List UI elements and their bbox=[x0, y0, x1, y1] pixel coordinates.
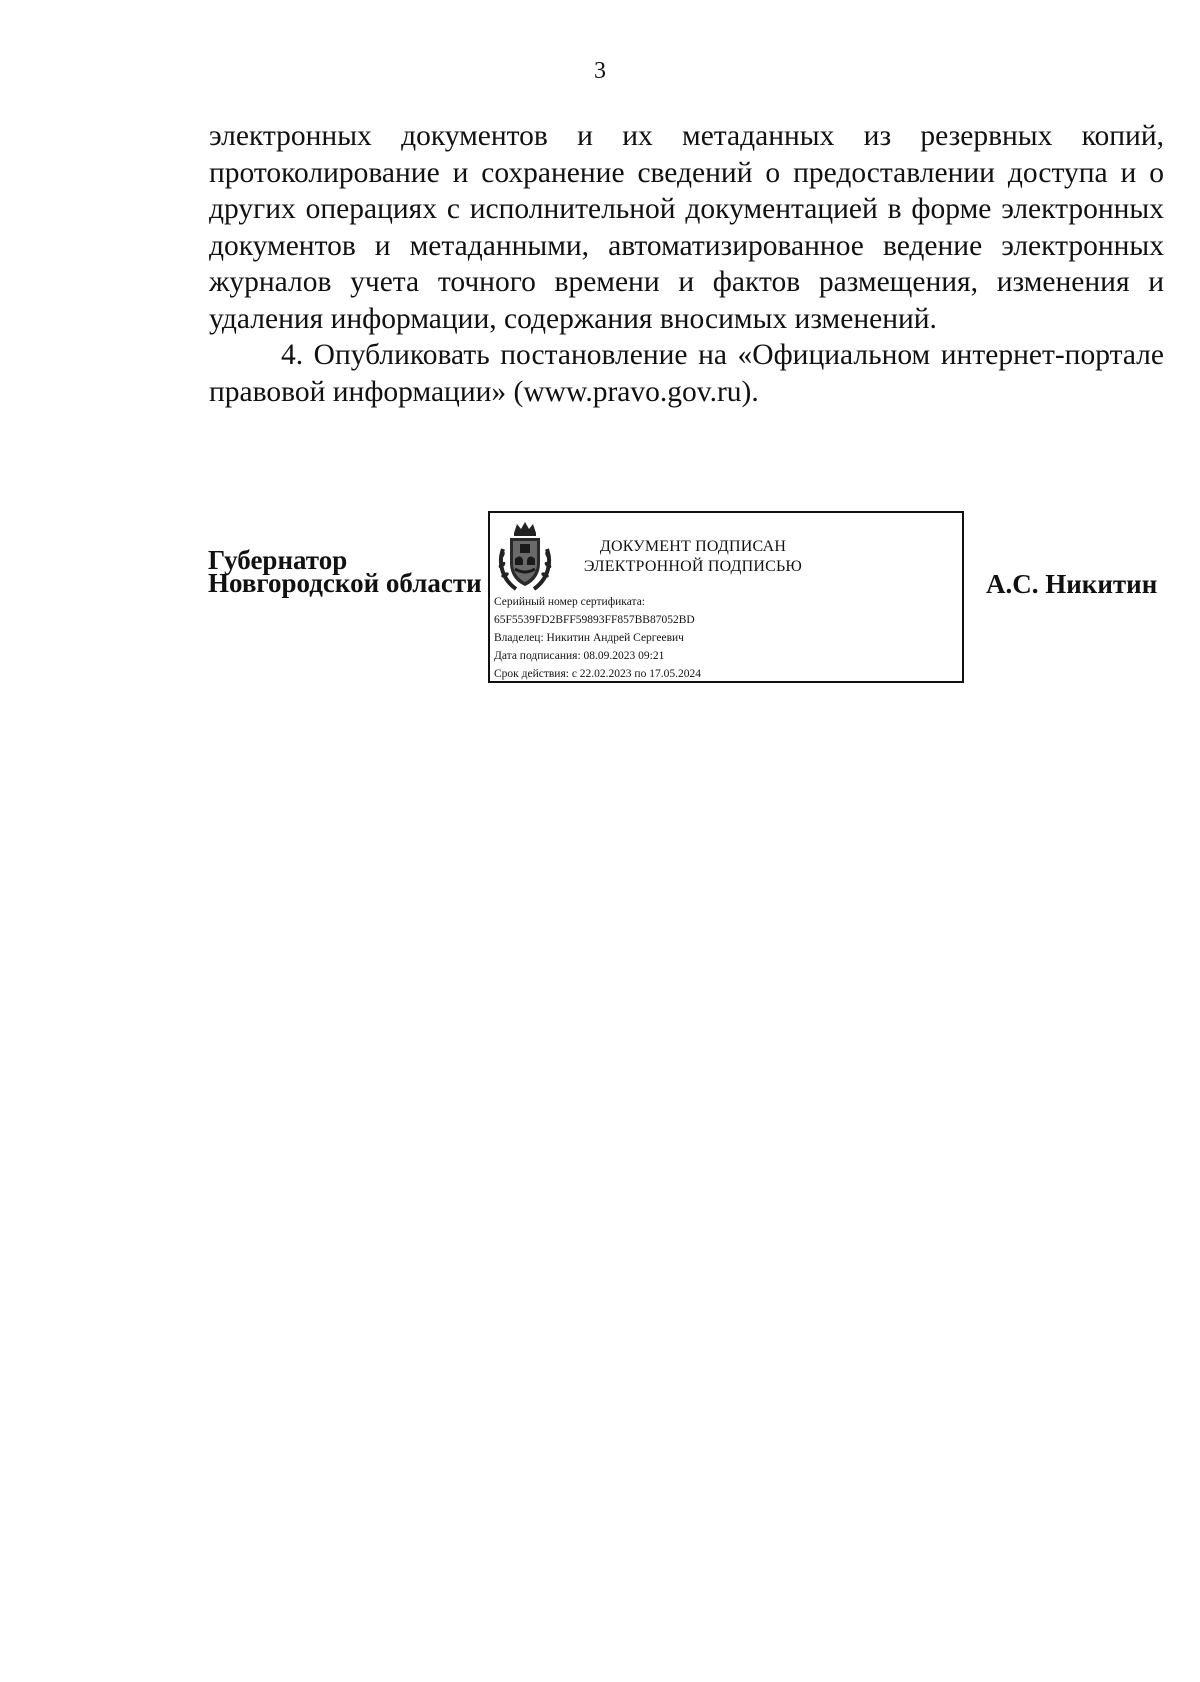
paragraph-item-4: 4. Опубликовать постановление на «Официальном интернет-портале правовой информации» (www.pravo.gov.ru). bbox=[209, 339, 1164, 408]
page-number: 3 bbox=[594, 58, 606, 84]
document-body bbox=[209, 118, 1164, 410]
signatory-position-line2: Новгородской области bbox=[208, 568, 482, 598]
certificate-validity: Срок действия: с 22.02.2023 по 17.05.2024 bbox=[494, 668, 701, 680]
stamp-certificate-details bbox=[494, 593, 701, 683]
signatory-position bbox=[208, 545, 482, 598]
signatory-name: А.С. Никитин bbox=[986, 569, 1158, 599]
certificate-serial-value: 65F5539FD2BFF59893FF857BB87052BD bbox=[494, 614, 695, 626]
signature-block bbox=[0, 507, 1200, 707]
stamp-heading-line2: ЭЛЕКТРОННОЙ ПОДПИСЬЮ bbox=[583, 558, 803, 575]
stamp-heading bbox=[568, 537, 818, 577]
certificate-owner: Владелец: Никитин Андрей Сергеевич bbox=[494, 632, 684, 644]
certificate-serial-label: Серийный номер сертификата: bbox=[494, 596, 645, 608]
coat-of-arms-icon bbox=[494, 519, 556, 595]
stamp-heading-line1: ДОКУМЕНТ ПОДПИСАН bbox=[599, 538, 787, 555]
electronic-signature-stamp bbox=[488, 511, 964, 683]
signatory-position-line1: Губернатор bbox=[208, 545, 348, 575]
paragraph-continued: электронных документов и их метаданных из резервных копий, протоколирование и сохранение сведений о предоставлении доступа и о других операциях с исполнительной документацией в форме электронных документов и метаданными, автоматизированное ведение электронных журналов учета точного времени и фактов размещения, изменения и удаления информации, содержания вносимых изменений. bbox=[209, 120, 1164, 335]
signing-date: Дата подписания: 08.09.2023 09:21 bbox=[494, 650, 665, 662]
